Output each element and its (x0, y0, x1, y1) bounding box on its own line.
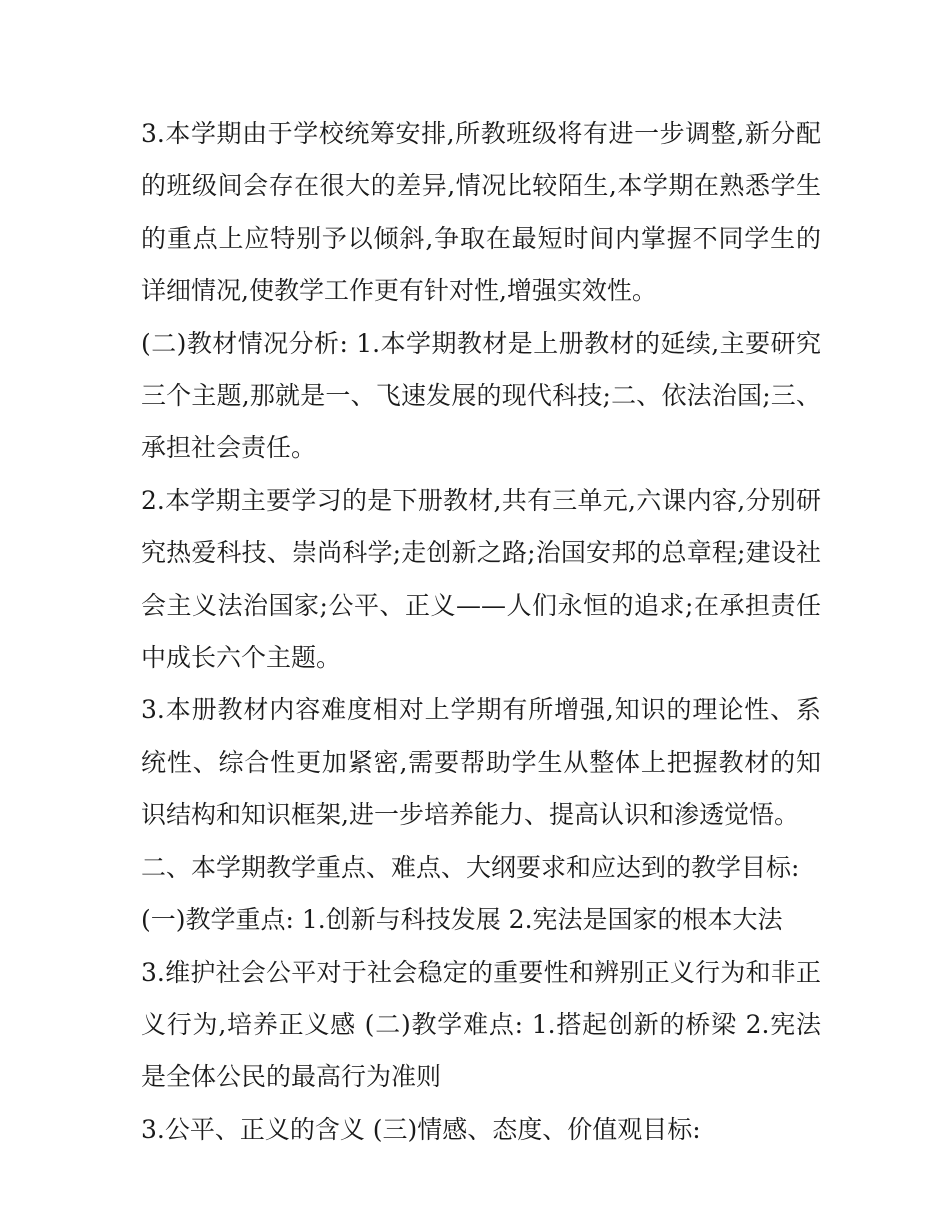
paragraph-textbook-analysis: (二)教材情况分析: 1.本学期教材是上册教材的延续,主要研究三个主题,那就是一、飞速发展的现代科技;二、依法治国;三、承担社会责任。 (141, 328, 821, 463)
section-heading-teaching-goals: 二、本学期教学重点、难点、大纲要求和应达到的教学目标: (141, 852, 800, 882)
paragraph-class-adjustment: 3.本学期由于学校统筹安排,所教班级将有进一步调整,新分配的班级间会存在很大的差异,情况比较陌生,本学期在熟悉学生的重点上应特别予以倾斜,争取在最短时间内掌握不同学生的详细情况,使教学工作更有针对性,增强实效性。 (141, 119, 821, 306)
paragraph-fairness-and-difficulties: 3.维护社会公平对于社会稳定的重要性和辨别正义行为和非正义行为,培养正义感 (二)教学难点: 1.搭起创新的桥梁 2.宪法是全体公民的最高行为准则 (141, 957, 821, 1092)
paragraph-textbook-difficulty: 3.本册教材内容难度相对上学期有所增强,知识的理论性、系统性、综合性更加紧密,需要帮助学生从整体上把握教材的知识结构和知识框架,进一步培养能力、提高认识和渗透觉悟。 (141, 695, 821, 830)
document-body (141, 108, 821, 1156)
paragraph-justice-and-values: 3.公平、正义的含义 (三)情感、态度、价值观目标: (141, 1114, 701, 1144)
paragraph-key-points: (一)教学重点: 1.创新与科技发展 2.宪法是国家的根本大法 (141, 905, 783, 935)
paragraph-textbook-contents: 2.本学期主要学习的是下册教材,共有三单元,六课内容,分别研究热爱科技、崇尚科学;走创新之路;治国安邦的总章程;建设社会主义法治国家;公平、正义——人们永恒的追求;在承担责任中成长六个主题。 (141, 485, 821, 673)
